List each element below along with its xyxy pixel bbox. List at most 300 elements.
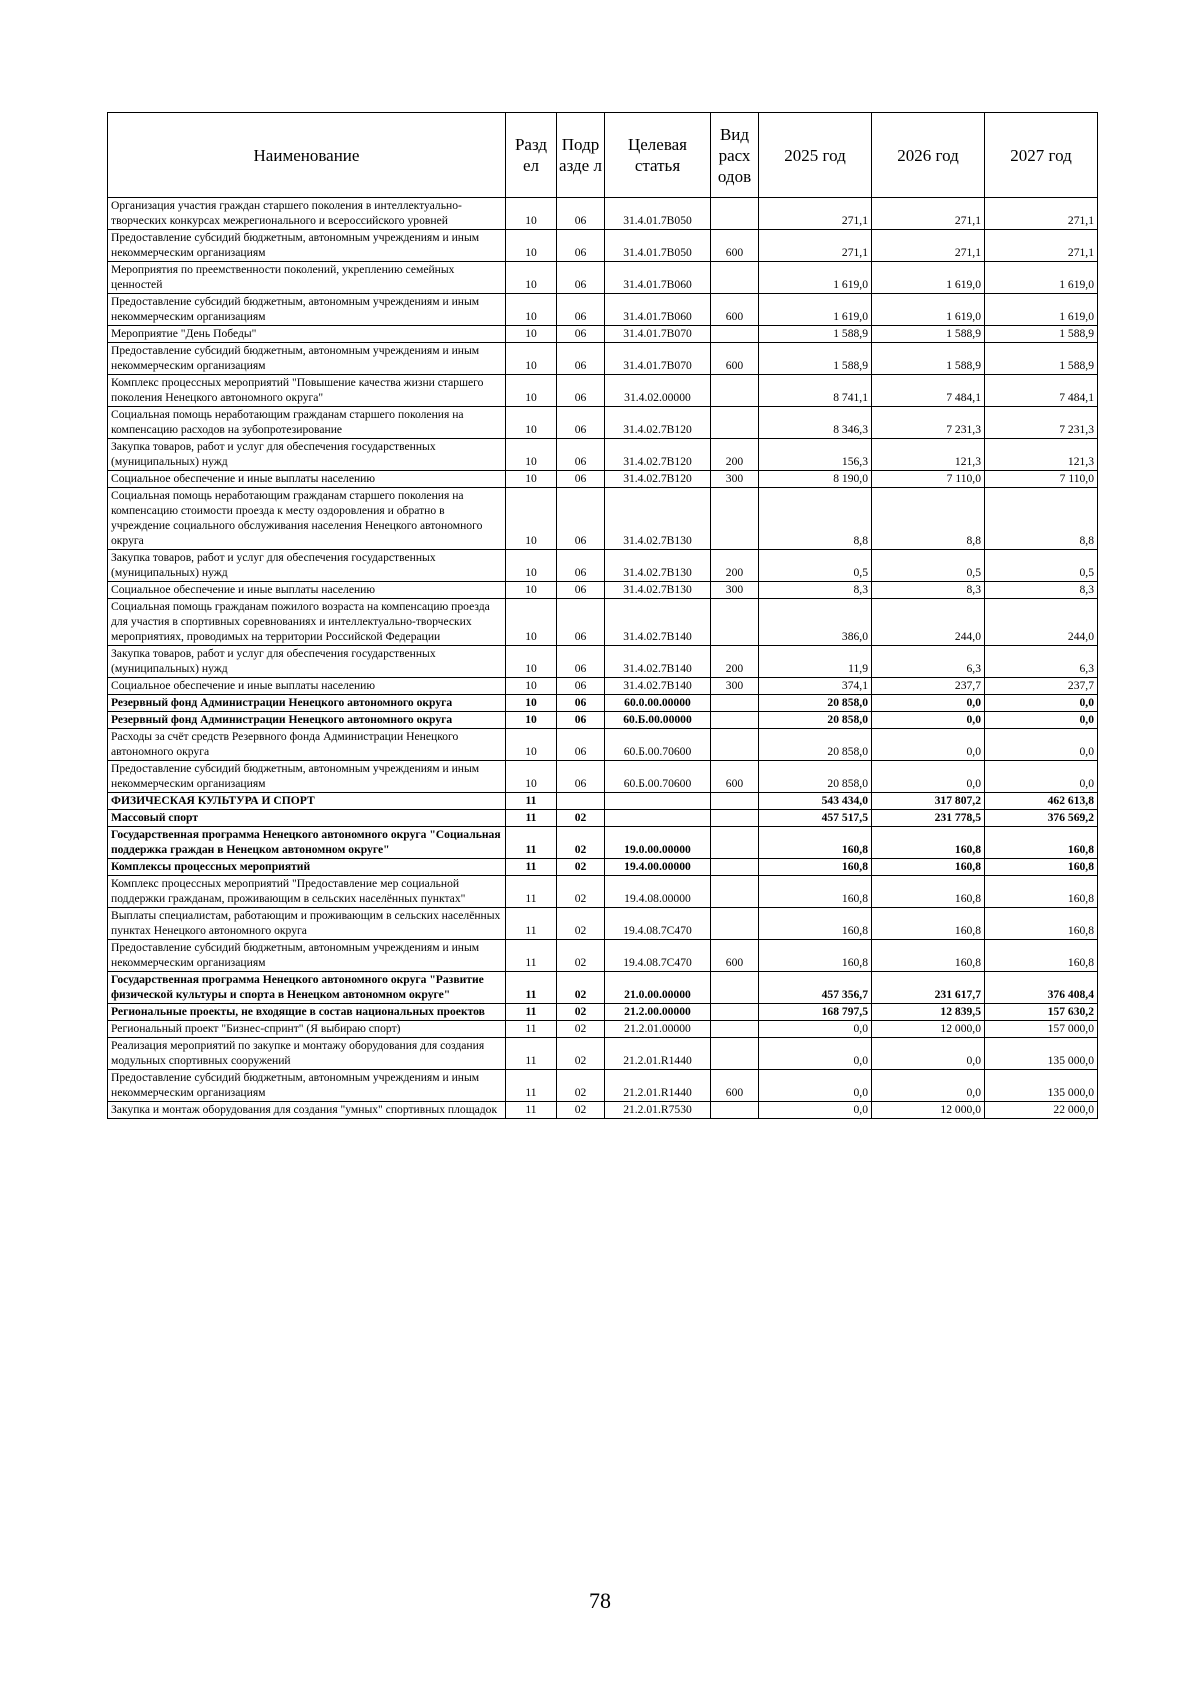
row-subsection-cell: 06	[557, 471, 605, 488]
header-2026: 2026 год	[872, 113, 985, 198]
row-section-cell: 10	[506, 326, 557, 343]
row-section-cell: 10	[506, 729, 557, 761]
row-subsection-cell: 02	[557, 1070, 605, 1102]
row-2026-cell: 0,0	[872, 712, 985, 729]
row-target-article-cell: 19.0.00.00000	[605, 827, 711, 859]
row-subsection-cell: 06	[557, 761, 605, 793]
row-2027-cell: 244,0	[985, 599, 1098, 646]
row-2025-cell: 0,0	[759, 1038, 872, 1070]
row-target-article-cell: 31.4.02.7В140	[605, 599, 711, 646]
row-section-cell: 11	[506, 1004, 557, 1021]
row-2025-cell: 8 346,3	[759, 407, 872, 439]
row-2027-cell: 376 569,2	[985, 810, 1098, 827]
row-subsection-cell: 06	[557, 262, 605, 294]
row-2025-cell: 543 434,0	[759, 793, 872, 810]
row-target-article-cell: 60.Б.00.70600	[605, 761, 711, 793]
row-2027-cell: 237,7	[985, 678, 1098, 695]
row-name-cell: Мероприятие "День Победы"	[108, 326, 506, 343]
row-subsection-cell: 06	[557, 230, 605, 262]
row-2027-cell: 0,0	[985, 761, 1098, 793]
row-target-article-cell: 31.4.01.7В060	[605, 294, 711, 326]
row-name-cell: Предоставление субсидий бюджетным, автономным учреждениям и иным некоммерческим организациям	[108, 1070, 506, 1102]
row-2027-cell: 0,5	[985, 550, 1098, 582]
row-name-cell: Региональные проекты, не входящие в состав национальных проектов	[108, 1004, 506, 1021]
row-expense-kind-cell	[711, 1102, 759, 1119]
row-2027-cell: 160,8	[985, 908, 1098, 940]
row-2026-cell: 271,1	[872, 198, 985, 230]
row-subsection-cell: 06	[557, 326, 605, 343]
row-subsection-cell: 06	[557, 407, 605, 439]
row-expense-kind-cell	[711, 712, 759, 729]
row-name-cell: Мероприятия по преемственности поколений, укреплению семейных ценностей	[108, 262, 506, 294]
row-expense-kind-cell: 600	[711, 343, 759, 375]
row-expense-kind-cell	[711, 1038, 759, 1070]
row-2025-cell: 1 619,0	[759, 294, 872, 326]
row-target-article-cell: 31.4.02.7В140	[605, 646, 711, 678]
row-subsection-cell: 06	[557, 550, 605, 582]
row-section-cell: 11	[506, 1038, 557, 1070]
row-section-cell: 10	[506, 439, 557, 471]
table-row	[108, 876, 1098, 908]
row-target-article-cell: 19.4.08.00000	[605, 876, 711, 908]
row-2027-cell: 160,8	[985, 827, 1098, 859]
header-2027: 2027 год	[985, 113, 1098, 198]
row-name-cell: Закупка товаров, работ и услуг для обеспечения государственных (муниципальных) нужд	[108, 439, 506, 471]
row-target-article-cell: 60.0.00.00000	[605, 695, 711, 712]
table-row	[108, 712, 1098, 729]
row-subsection-cell: 06	[557, 646, 605, 678]
row-2025-cell: 271,1	[759, 230, 872, 262]
header-row	[108, 113, 1098, 198]
row-2027-cell: 8,8	[985, 488, 1098, 550]
table-row	[108, 262, 1098, 294]
row-expense-kind-cell	[711, 827, 759, 859]
table-row	[108, 230, 1098, 262]
row-name-cell: Социальное обеспечение и иные выплаты населению	[108, 471, 506, 488]
row-section-cell: 10	[506, 375, 557, 407]
row-name-cell: Массовый спорт	[108, 810, 506, 827]
row-section-cell: 11	[506, 940, 557, 972]
row-2025-cell: 8,8	[759, 488, 872, 550]
row-section-cell: 11	[506, 859, 557, 876]
row-target-article-cell: 31.4.02.7В130	[605, 582, 711, 599]
row-2025-cell: 160,8	[759, 827, 872, 859]
row-name-cell: Предоставление субсидий бюджетным, автономным учреждениям и иным некоммерческим организациям	[108, 294, 506, 326]
row-2025-cell: 160,8	[759, 859, 872, 876]
row-2025-cell: 160,8	[759, 876, 872, 908]
row-2025-cell: 1 588,9	[759, 343, 872, 375]
table-body	[108, 198, 1098, 1119]
row-name-cell: Закупка и монтаж оборудования для создания "умных" спортивных площадок	[108, 1102, 506, 1119]
row-target-article-cell: 31.4.02.7В120	[605, 407, 711, 439]
row-target-article-cell: 60.Б.00.70600	[605, 729, 711, 761]
row-2026-cell: 6,3	[872, 646, 985, 678]
row-2025-cell: 11,9	[759, 646, 872, 678]
row-name-cell: Реализация мероприятий по закупке и монтажу оборудования для создания модульных спортивных сооружений	[108, 1038, 506, 1070]
row-2025-cell: 20 858,0	[759, 729, 872, 761]
row-section-cell: 10	[506, 198, 557, 230]
row-section-cell: 10	[506, 646, 557, 678]
row-2026-cell: 1 619,0	[872, 262, 985, 294]
row-2025-cell: 20 858,0	[759, 761, 872, 793]
row-subsection-cell: 02	[557, 908, 605, 940]
row-2027-cell: 1 588,9	[985, 343, 1098, 375]
row-name-cell: Комплекс процессных мероприятий "Повышение качества жизни старшего поколения Ненецкого автономного округа"	[108, 375, 506, 407]
row-2026-cell: 0,5	[872, 550, 985, 582]
row-expense-kind-cell	[711, 859, 759, 876]
row-2026-cell: 12 000,0	[872, 1102, 985, 1119]
table-row	[108, 908, 1098, 940]
row-expense-kind-cell	[711, 488, 759, 550]
row-expense-kind-cell	[711, 198, 759, 230]
row-target-article-cell: 31.4.02.00000	[605, 375, 711, 407]
row-expense-kind-cell	[711, 407, 759, 439]
row-target-article-cell: 31.4.02.7В120	[605, 439, 711, 471]
row-expense-kind-cell: 300	[711, 471, 759, 488]
row-2027-cell: 8,3	[985, 582, 1098, 599]
row-name-cell: Социальная помощь неработающим гражданам старшего поколения на компенсацию стоимости проезда к месту оздоровления и обратно в учреждение социального обслуживания населения Ненецкого автономного округа	[108, 488, 506, 550]
header-2025: 2025 год	[759, 113, 872, 198]
row-2026-cell: 231 617,7	[872, 972, 985, 1004]
row-2026-cell: 0,0	[872, 761, 985, 793]
row-section-cell: 11	[506, 876, 557, 908]
row-target-article-cell: 21.2.00.00000	[605, 1004, 711, 1021]
row-2025-cell: 0,0	[759, 1102, 872, 1119]
row-2025-cell: 8 741,1	[759, 375, 872, 407]
row-target-article-cell: 21.2.01.R7530	[605, 1102, 711, 1119]
row-expense-kind-cell: 600	[711, 940, 759, 972]
row-subsection-cell: 06	[557, 439, 605, 471]
row-2025-cell: 20 858,0	[759, 695, 872, 712]
row-2027-cell: 462 613,8	[985, 793, 1098, 810]
row-2026-cell: 317 807,2	[872, 793, 985, 810]
row-2026-cell: 121,3	[872, 439, 985, 471]
table-row	[108, 729, 1098, 761]
row-name-cell: Государственная программа Ненецкого автономного округа "Социальная поддержка граждан в Ненецком автономном округе"	[108, 827, 506, 859]
row-section-cell: 10	[506, 230, 557, 262]
row-2027-cell: 157 630,2	[985, 1004, 1098, 1021]
row-expense-kind-cell	[711, 326, 759, 343]
row-2026-cell: 0,0	[872, 729, 985, 761]
row-target-article-cell: 21.2.01.R1440	[605, 1038, 711, 1070]
row-section-cell: 11	[506, 1021, 557, 1038]
row-subsection-cell: 06	[557, 488, 605, 550]
table-row	[108, 859, 1098, 876]
row-2026-cell: 7 231,3	[872, 407, 985, 439]
row-2027-cell: 157 000,0	[985, 1021, 1098, 1038]
row-2025-cell: 0,5	[759, 550, 872, 582]
row-2027-cell: 7 110,0	[985, 471, 1098, 488]
table-row	[108, 972, 1098, 1004]
row-2027-cell: 1 588,9	[985, 326, 1098, 343]
row-2025-cell: 457 356,7	[759, 972, 872, 1004]
row-2027-cell: 7 484,1	[985, 375, 1098, 407]
row-2027-cell: 121,3	[985, 439, 1098, 471]
row-section-cell: 11	[506, 908, 557, 940]
row-2025-cell: 160,8	[759, 940, 872, 972]
row-expense-kind-cell: 200	[711, 646, 759, 678]
row-section-cell: 11	[506, 827, 557, 859]
row-target-article-cell: 31.4.01.7В050	[605, 230, 711, 262]
row-2025-cell: 0,0	[759, 1070, 872, 1102]
header-section: Разд ел	[506, 113, 557, 198]
row-section-cell: 10	[506, 407, 557, 439]
row-2026-cell: 160,8	[872, 908, 985, 940]
row-section-cell: 10	[506, 582, 557, 599]
row-2026-cell: 160,8	[872, 827, 985, 859]
header-target-article: Целевая статья	[605, 113, 711, 198]
row-section-cell: 10	[506, 262, 557, 294]
table-row	[108, 1004, 1098, 1021]
row-name-cell: Региональный проект "Бизнес-спринт" (Я выбираю спорт)	[108, 1021, 506, 1038]
row-name-cell: Социальная помощь неработающим гражданам старшего поколения на компенсацию расходов на зубопротезирование	[108, 407, 506, 439]
row-2027-cell: 0,0	[985, 729, 1098, 761]
row-expense-kind-cell: 300	[711, 678, 759, 695]
row-name-cell: Предоставление субсидий бюджетным, автономным учреждениям и иным некоммерческим организациям	[108, 343, 506, 375]
row-expense-kind-cell: 600	[711, 761, 759, 793]
row-subsection-cell: 02	[557, 876, 605, 908]
row-2027-cell: 271,1	[985, 230, 1098, 262]
table-row	[108, 810, 1098, 827]
table-row	[108, 198, 1098, 230]
row-subsection-cell	[557, 793, 605, 810]
row-2027-cell: 271,1	[985, 198, 1098, 230]
row-2027-cell: 160,8	[985, 940, 1098, 972]
row-expense-kind-cell: 600	[711, 1070, 759, 1102]
row-2026-cell: 8,8	[872, 488, 985, 550]
row-2026-cell: 1 619,0	[872, 294, 985, 326]
table-row	[108, 761, 1098, 793]
row-2027-cell: 160,8	[985, 876, 1098, 908]
row-target-article-cell: 21.2.01.R1440	[605, 1070, 711, 1102]
page-number: 78	[589, 1588, 611, 1613]
row-target-article-cell: 31.4.02.7В130	[605, 488, 711, 550]
row-name-cell: Организация участия граждан старшего поколения в интеллектуально-творческих конкурсах межрегионального и всероссийского уровней	[108, 198, 506, 230]
row-target-article-cell: 21.0.00.00000	[605, 972, 711, 1004]
row-subsection-cell: 02	[557, 810, 605, 827]
row-2027-cell: 6,3	[985, 646, 1098, 678]
row-target-article-cell: 31.4.01.7В070	[605, 326, 711, 343]
row-target-article-cell: 31.4.01.7В060	[605, 262, 711, 294]
row-expense-kind-cell	[711, 972, 759, 1004]
row-expense-kind-cell	[711, 729, 759, 761]
header-subsection: Подр азде л	[557, 113, 605, 198]
row-expense-kind-cell	[711, 375, 759, 407]
row-2025-cell: 8 190,0	[759, 471, 872, 488]
row-section-cell: 11	[506, 1070, 557, 1102]
row-target-article-cell: 31.4.02.7В130	[605, 550, 711, 582]
row-name-cell: Закупка товаров, работ и услуг для обеспечения государственных (муниципальных) нужд	[108, 550, 506, 582]
row-subsection-cell: 06	[557, 343, 605, 375]
row-2025-cell: 1 588,9	[759, 326, 872, 343]
table-row	[108, 827, 1098, 859]
row-2026-cell: 12 839,5	[872, 1004, 985, 1021]
table-row	[108, 294, 1098, 326]
row-section-cell: 10	[506, 695, 557, 712]
row-2027-cell: 135 000,0	[985, 1038, 1098, 1070]
row-name-cell: Социальное обеспечение и иные выплаты населению	[108, 678, 506, 695]
row-name-cell: Социальное обеспечение и иные выплаты населению	[108, 582, 506, 599]
row-2025-cell: 168 797,5	[759, 1004, 872, 1021]
row-subsection-cell: 06	[557, 375, 605, 407]
row-subsection-cell: 02	[557, 1004, 605, 1021]
table-row	[108, 1102, 1098, 1119]
row-subsection-cell: 06	[557, 678, 605, 695]
row-section-cell: 10	[506, 471, 557, 488]
row-2026-cell: 237,7	[872, 678, 985, 695]
row-2026-cell: 160,8	[872, 859, 985, 876]
row-target-article-cell	[605, 810, 711, 827]
table-row	[108, 793, 1098, 810]
row-expense-kind-cell: 600	[711, 230, 759, 262]
row-subsection-cell: 02	[557, 827, 605, 859]
row-expense-kind-cell	[711, 876, 759, 908]
table-row	[108, 646, 1098, 678]
table-row	[108, 439, 1098, 471]
row-2026-cell: 8,3	[872, 582, 985, 599]
row-subsection-cell: 06	[557, 582, 605, 599]
row-subsection-cell: 02	[557, 1021, 605, 1038]
row-name-cell: Государственная программа Ненецкого автономного округа "Развитие физической культуры и спорта в Ненецком автономном округе"	[108, 972, 506, 1004]
row-subsection-cell: 02	[557, 1038, 605, 1070]
row-2025-cell: 8,3	[759, 582, 872, 599]
row-2027-cell: 0,0	[985, 712, 1098, 729]
row-subsection-cell: 06	[557, 599, 605, 646]
row-name-cell: Закупка товаров, работ и услуг для обеспечения государственных (муниципальных) нужд	[108, 646, 506, 678]
row-expense-kind-cell	[711, 262, 759, 294]
row-section-cell: 10	[506, 343, 557, 375]
row-subsection-cell: 02	[557, 1102, 605, 1119]
row-2026-cell: 0,0	[872, 1070, 985, 1102]
row-target-article-cell: 19.4.08.7С470	[605, 908, 711, 940]
row-2025-cell: 160,8	[759, 908, 872, 940]
row-subsection-cell: 06	[557, 695, 605, 712]
row-section-cell: 10	[506, 678, 557, 695]
row-target-article-cell	[605, 793, 711, 810]
row-2026-cell: 231 778,5	[872, 810, 985, 827]
row-target-article-cell: 21.2.01.00000	[605, 1021, 711, 1038]
row-name-cell: Предоставление субсидий бюджетным, автономным учреждениям и иным некоммерческим организациям	[108, 230, 506, 262]
table-row	[108, 407, 1098, 439]
row-2025-cell: 20 858,0	[759, 712, 872, 729]
row-name-cell: Предоставление субсидий бюджетным, автономным учреждениям и иным некоммерческим организациям	[108, 940, 506, 972]
row-2027-cell: 376 408,4	[985, 972, 1098, 1004]
row-section-cell: 10	[506, 599, 557, 646]
row-section-cell: 11	[506, 810, 557, 827]
row-2026-cell: 244,0	[872, 599, 985, 646]
row-subsection-cell: 06	[557, 729, 605, 761]
row-section-cell: 11	[506, 1102, 557, 1119]
row-section-cell: 10	[506, 550, 557, 582]
table-row	[108, 375, 1098, 407]
row-expense-kind-cell	[711, 1004, 759, 1021]
table-row	[108, 695, 1098, 712]
table-row	[108, 1070, 1098, 1102]
row-section-cell: 10	[506, 712, 557, 729]
row-expense-kind-cell	[711, 695, 759, 712]
row-target-article-cell: 31.4.02.7В120	[605, 471, 711, 488]
row-section-cell: 10	[506, 761, 557, 793]
table-row	[108, 326, 1098, 343]
row-subsection-cell: 02	[557, 859, 605, 876]
header-name: Наименование	[108, 113, 506, 198]
row-expense-kind-cell: 200	[711, 550, 759, 582]
row-2027-cell: 7 231,3	[985, 407, 1098, 439]
row-2027-cell: 22 000,0	[985, 1102, 1098, 1119]
table-row	[108, 343, 1098, 375]
row-target-article-cell: 31.4.02.7В140	[605, 678, 711, 695]
row-2027-cell: 1 619,0	[985, 262, 1098, 294]
row-2027-cell: 1 619,0	[985, 294, 1098, 326]
budget-table	[107, 112, 1098, 1119]
row-expense-kind-cell	[711, 793, 759, 810]
row-2025-cell: 0,0	[759, 1021, 872, 1038]
row-2025-cell: 156,3	[759, 439, 872, 471]
row-target-article-cell: 60.Б.00.00000	[605, 712, 711, 729]
row-subsection-cell: 02	[557, 972, 605, 1004]
row-2026-cell: 1 588,9	[872, 343, 985, 375]
row-target-article-cell: 31.4.01.7В050	[605, 198, 711, 230]
row-expense-kind-cell: 600	[711, 294, 759, 326]
row-2026-cell: 160,8	[872, 940, 985, 972]
row-subsection-cell: 06	[557, 712, 605, 729]
row-2026-cell: 0,0	[872, 1038, 985, 1070]
row-name-cell: Резервный фонд Администрации Ненецкого автономного округа	[108, 695, 506, 712]
row-expense-kind-cell	[711, 1021, 759, 1038]
row-target-article-cell: 19.4.08.7С470	[605, 940, 711, 972]
row-section-cell: 10	[506, 294, 557, 326]
row-2025-cell: 1 619,0	[759, 262, 872, 294]
row-2026-cell: 271,1	[872, 230, 985, 262]
row-2027-cell: 0,0	[985, 695, 1098, 712]
row-expense-kind-cell	[711, 908, 759, 940]
row-2026-cell: 160,8	[872, 876, 985, 908]
row-name-cell: Комплексы процессных мероприятий	[108, 859, 506, 876]
row-2027-cell: 160,8	[985, 859, 1098, 876]
row-2025-cell: 386,0	[759, 599, 872, 646]
row-name-cell: Резервный фонд Администрации Ненецкого автономного округа	[108, 712, 506, 729]
row-name-cell: ФИЗИЧЕСКАЯ КУЛЬТУРА И СПОРТ	[108, 793, 506, 810]
table-row	[108, 1038, 1098, 1070]
header-expense-kind: Вид расх одов	[711, 113, 759, 198]
table-row	[108, 1021, 1098, 1038]
row-name-cell: Расходы за счёт средств Резервного фонда Администрации Ненецкого автономного округа	[108, 729, 506, 761]
table-row	[108, 471, 1098, 488]
row-2026-cell: 1 588,9	[872, 326, 985, 343]
row-2025-cell: 457 517,5	[759, 810, 872, 827]
table-row	[108, 940, 1098, 972]
row-expense-kind-cell	[711, 599, 759, 646]
row-name-cell: Предоставление субсидий бюджетным, автономным учреждениям и иным некоммерческим организациям	[108, 761, 506, 793]
row-name-cell: Социальная помощь гражданам пожилого возраста на компенсацию проезда для участия в спортивных соревнованиях и интеллектуально-творческих мероприятиях, проводимых на территории Российской Федерации	[108, 599, 506, 646]
table-row	[108, 488, 1098, 550]
row-2026-cell: 0,0	[872, 695, 985, 712]
row-2026-cell: 7 110,0	[872, 471, 985, 488]
row-name-cell: Выплаты специалистам, работающим и проживающим в сельских населённых пунктах Ненецкого автономного округа	[108, 908, 506, 940]
table-row	[108, 678, 1098, 695]
row-2027-cell: 135 000,0	[985, 1070, 1098, 1102]
row-target-article-cell: 31.4.01.7В070	[605, 343, 711, 375]
row-expense-kind-cell: 200	[711, 439, 759, 471]
table-row	[108, 582, 1098, 599]
row-2025-cell: 271,1	[759, 198, 872, 230]
row-section-cell: 11	[506, 972, 557, 1004]
row-section-cell: 10	[506, 488, 557, 550]
row-expense-kind-cell: 300	[711, 582, 759, 599]
row-name-cell: Комплекс процессных мероприятий "Предоставление мер социальной поддержки гражданам, проживающим в сельских населённых пунктах"	[108, 876, 506, 908]
row-2025-cell: 374,1	[759, 678, 872, 695]
table-row	[108, 550, 1098, 582]
